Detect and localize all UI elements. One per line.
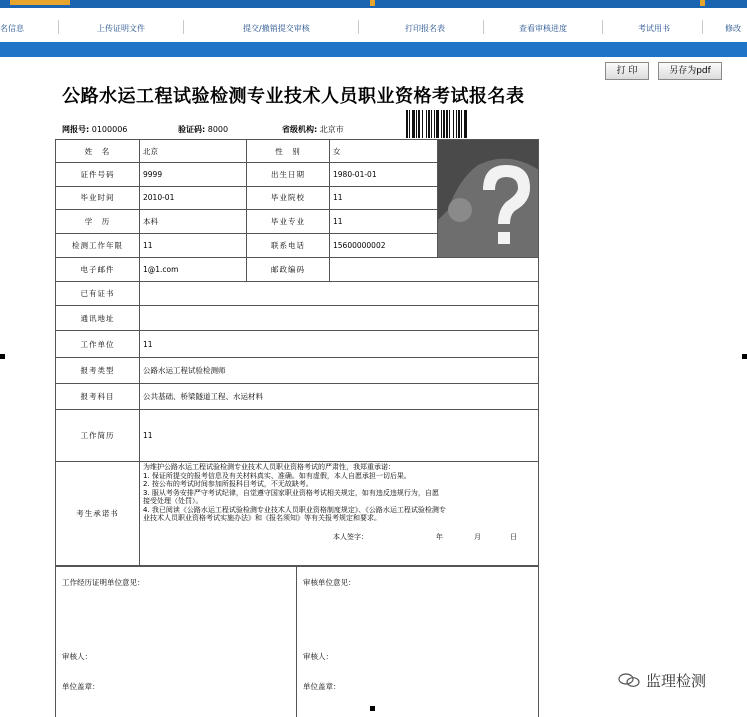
approval-table — [55, 566, 539, 717]
nav-separator — [702, 20, 703, 34]
serial-number: 网报号: 0100006 — [62, 124, 127, 135]
barcode-bar — [453, 110, 454, 138]
top-strip — [0, 0, 747, 8]
barcode-bar — [409, 110, 410, 138]
promise-label: 考生承诺书 — [56, 462, 140, 566]
review-reviewer-label: 审核人： — [303, 651, 333, 662]
id-value: 9999 — [140, 163, 247, 186]
nav-separator — [58, 20, 59, 34]
edu-label: 学 历 — [56, 210, 140, 233]
barcode-bar — [441, 110, 442, 138]
school-value: 11 — [330, 186, 438, 209]
promise-line: 2. 按公布的考试时间参加所报科目考试，不无故缺考。 — [143, 480, 535, 489]
cert-value — [140, 282, 539, 306]
work-unit-value: 11 — [140, 331, 539, 358]
gender-value: 女 — [330, 140, 438, 163]
promise-line: 为维护公路水运工程试验检测专业技术人员职业资格考试的严肃性，我郑重承诺： — [143, 463, 535, 472]
month-label: 月 — [474, 533, 481, 542]
barcode-bar — [422, 110, 423, 138]
email-label: 电子邮件 — [56, 258, 140, 282]
year-label: 年 — [436, 533, 443, 542]
zip-label: 邮政编码 — [247, 258, 330, 282]
promise-line: 3. 服从考务安排严守考试纪律，自觉遵守国家职业资格考试相关规定，如有违反违规行为，自愿 — [143, 489, 535, 498]
barcode-bar — [436, 110, 439, 138]
nav-item-info[interactable]: 名信息 — [0, 23, 24, 34]
barcode-bar — [458, 110, 460, 138]
promise-line: 4. 我已阅读《公路水运工程试验检测专业技术人员职业资格制度规定》、《公路水运工程试验检测专 — [143, 506, 535, 515]
form-title: 公路水运工程试验检测专业技术人员职业资格考试报名表 — [62, 82, 525, 108]
barcode-bar — [461, 110, 462, 138]
resize-handle[interactable] — [742, 354, 747, 359]
gender-label: 性 别 — [247, 140, 330, 163]
nav-bar — [0, 8, 747, 43]
category-label: 报考类型 — [56, 358, 140, 384]
address-label: 通讯地址 — [56, 306, 140, 331]
accent-mark — [700, 0, 705, 6]
nav-separator — [483, 20, 484, 34]
barcode-bar — [434, 110, 435, 138]
edu-value: 本科 — [140, 210, 247, 233]
employer-reviewer-label: 审核人： — [62, 651, 92, 662]
wechat-logo-icon — [618, 673, 640, 687]
barcode-bar — [446, 110, 448, 138]
signature-label: 本人签字： — [333, 533, 368, 542]
cert-label: 已有证书 — [56, 282, 140, 306]
resume-value: 11 — [140, 410, 539, 462]
years-label: 检测工作年限 — [56, 233, 140, 257]
accent-mark — [370, 0, 375, 6]
major-value: 11 — [330, 210, 438, 233]
nav-item-submit[interactable]: 提交/撤销提交审核 — [243, 23, 310, 34]
grad-time-value: 2010-01 — [140, 186, 247, 209]
barcode-bar — [416, 110, 417, 138]
verify-code: 验证码: 8000 — [178, 124, 228, 135]
address-value — [140, 306, 539, 331]
subjects-label: 报考科目 — [56, 384, 140, 410]
nav-item-upload[interactable]: 上传证明文件 — [97, 23, 145, 34]
barcode-bar — [406, 110, 408, 138]
promise-line: 业技术人员职业资格考试实施办法》和《报名须知》等有关报考规定和要求。 — [143, 514, 535, 523]
promise-text — [140, 462, 539, 566]
barcode-bar — [426, 110, 427, 138]
nav-item-books[interactable]: 考试用书 — [638, 23, 670, 34]
barcode-bar — [443, 110, 445, 138]
province-org: 省级机构: 北京市 — [282, 124, 344, 135]
barcode-bar — [464, 110, 467, 138]
barcode-bar — [418, 110, 420, 138]
phone-value: 15600000002 — [330, 233, 438, 257]
subjects-value: 公共基础、桥梁隧道工程、水运材料 — [140, 384, 539, 410]
birth-value: 1980-01-01 — [330, 163, 438, 186]
nav-item-print-form[interactable]: 打印报名表 — [405, 23, 445, 34]
nav-blue-bar — [0, 42, 747, 57]
photo-question-icon — [438, 140, 539, 257]
nav-separator — [358, 20, 359, 34]
barcode-bar — [412, 110, 415, 138]
employer-opinion-title: 工作经历证明单位意见： — [62, 577, 145, 588]
nav-item-modify[interactable]: 修改 — [725, 23, 741, 34]
employer-seal-label: 单位盖章： — [62, 681, 100, 692]
nav-separator — [602, 20, 603, 34]
id-label: 证件号码 — [56, 163, 140, 186]
grad-time-label: 毕业时间 — [56, 186, 140, 209]
watermark-text: 监理检测 — [646, 670, 706, 691]
signature-row — [143, 533, 535, 543]
print-button[interactable]: 打 印 — [605, 62, 649, 80]
resume-label: 工作简历 — [56, 410, 140, 462]
nav-item-progress[interactable]: 查看审核进度 — [519, 23, 567, 34]
save-pdf-button[interactable]: 另存为pdf — [658, 62, 722, 80]
registration-table — [55, 139, 539, 566]
review-opinion-cell — [297, 567, 539, 717]
logo-strip — [10, 0, 70, 5]
barcode-bar — [428, 110, 430, 138]
barcode-bar — [431, 110, 432, 138]
promise-line: 接受处理（处罚）。 — [143, 497, 535, 506]
major-label: 毕业专业 — [247, 210, 330, 233]
name-value: 北京 — [140, 140, 247, 163]
phone-label: 联系电话 — [247, 233, 330, 257]
email-value: 1@1.com — [140, 258, 247, 282]
day-label: 日 — [510, 533, 517, 542]
nav-separator — [183, 20, 184, 34]
promise-line: 1. 保证所提交的报考信息及有关材料真实、准确。如有虚假，本人自愿承担一切后果。 — [143, 472, 535, 481]
barcode-bar — [456, 110, 457, 138]
review-opinion-title: 审核单位意见： — [303, 577, 356, 588]
resize-handle[interactable] — [370, 706, 375, 711]
employer-opinion-cell — [56, 567, 297, 717]
barcode — [406, 110, 504, 138]
name-label: 姓 名 — [56, 140, 140, 163]
zip-value — [330, 258, 539, 282]
barcode-bar — [449, 110, 450, 138]
review-seal-label: 单位盖章： — [303, 681, 341, 692]
birth-label: 出生日期 — [247, 163, 330, 186]
resize-handle[interactable] — [0, 354, 5, 359]
photo-placeholder — [438, 140, 539, 258]
work-unit-label: 工作单位 — [56, 331, 140, 358]
category-value: 公路水运工程试验检测师 — [140, 358, 539, 384]
years-value: 11 — [140, 233, 247, 257]
school-label: 毕业院校 — [247, 186, 330, 209]
